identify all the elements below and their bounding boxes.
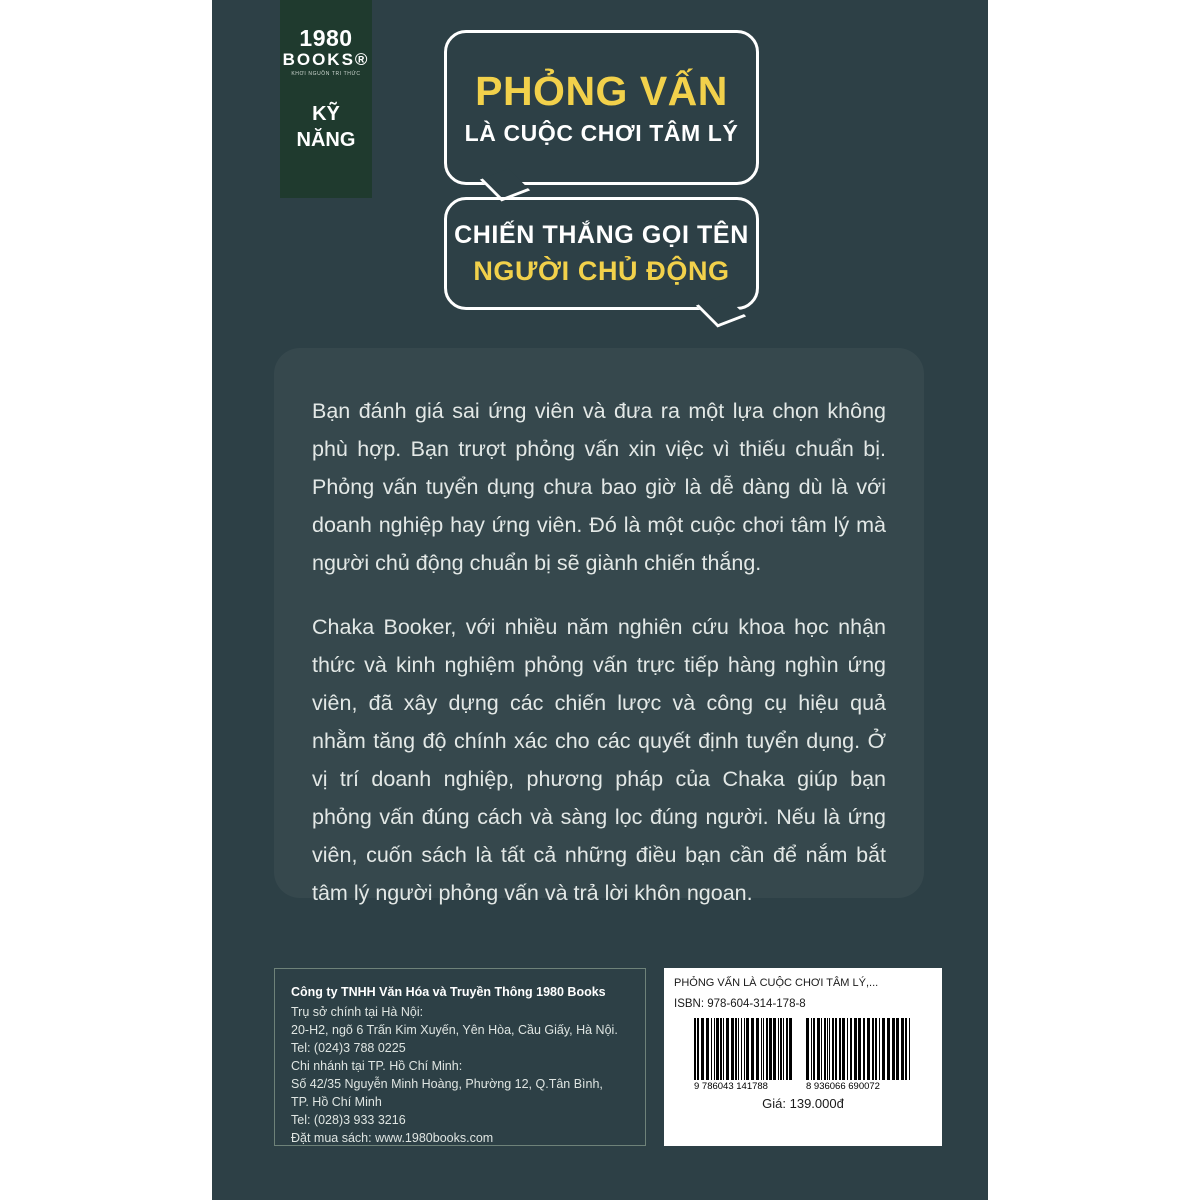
headline-subtitle: LÀ CUỘC CHƠI TÂM LÝ [464,120,739,146]
publisher-logo-line1: 1980 [299,25,353,51]
description-panel [274,348,924,905]
headline-title: PHỎNG VẤN [475,68,728,114]
headline-bubble-top [444,30,759,185]
publisher-info-box [274,968,646,1146]
category-line1: KỸ [312,103,340,125]
publisher-line-3: Chi nhánh tại TP. Hồ Chí Minh: [291,1059,463,1073]
category-label [297,101,356,153]
barcode-right-digits: 8 936066 690072 [806,1081,880,1092]
isbn-book-title: PHỎNG VẤN LÀ CUỘC CHƠI TÂM LÝ,... [674,977,879,989]
headline-bubble-bottom [444,197,759,310]
publisher-line-1: 20-H2, ngõ 6 Trấn Kim Xuyến, Yên Hòa, Cầu Giấy, Hà Nội. [291,1023,618,1037]
book-back-cover [212,0,988,1200]
headline-bottom-line1: CHIẾN THẮNG GỌI TÊN [454,220,749,249]
barcode-left [694,1018,794,1092]
publisher-line-2: Tel: (024)3 788 0225 [291,1041,406,1055]
publisher-badge [280,0,372,198]
barcode-left-bars [694,1018,794,1080]
barcode-left-digits: 9 786043 141788 [694,1081,768,1092]
publisher-line-5: TP. Hồ Chí Minh [291,1095,382,1109]
barcode-right [806,1018,912,1092]
isbn-number: ISBN: 978-604-314-178-8 [674,998,806,1010]
publisher-logo-tagline: KHƠI NGUỒN TRI THỨC [291,71,361,77]
headline-bottom-line2: NGƯỜI CHỦ ĐỘNG [473,255,730,286]
description-paragraph-1: Bạn đánh giá sai ứng viên và đưa ra một lựa chọn không phù hợp. Bạn trượt phỏng vấn xin việc vì thiếu chuẩn bị. Phỏng vấn tuyển dụng chưa bao giờ là dễ dàng dù là với doanh nghiệp hay ứng viên. Đó là một cuộc chơi tâm lý mà người chủ động chuẩn bị sẽ giành chiến thắng. [312,399,886,575]
barcode-right-bars [806,1018,912,1080]
publisher-logo-line2: BOOKS® [282,50,370,69]
publisher-line-6: Tel: (028)3 933 3216 [291,1113,406,1127]
publisher-company-name: Công ty TNHH Văn Hóa và Truyền Thông 1980 Books [291,985,606,999]
category-line2: NĂNG [296,129,356,151]
publisher-line-7: Đặt mua sách: www.1980books.com [291,1131,494,1145]
price-label: Giá: 139.000đ [762,1096,844,1111]
isbn-barcode-box [664,968,942,1146]
barcode-group [674,1018,932,1092]
description-paragraph-2: Chaka Booker, với nhiều năm nghiên cứu khoa học nhận thức và kinh nghiệm phỏng vấn trực tiếp hàng nghìn ứng viên, đã xây dựng các chiến lược và công cụ hiệu quả nhằm tăng độ chính xác cho các quyết định tuyển dụng. Ở vị trí doanh nghiệp, phương pháp của Chaka giúp bạn phỏng vấn đúng cách và sàng lọc đúng người. Nếu là ứng viên, cuốn sách là tất cả những điều bạn cần để nắm bắt tâm lý người phỏng vấn và trả lời khôn ngoan. [312,615,886,905]
publisher-line-0: Trụ sở chính tại Hà Nội: [291,1005,424,1019]
publisher-logo [283,26,370,77]
publisher-line-4: Số 42/35 Nguyễn Minh Hoàng, Phường 12, Q.Tân Bình, [291,1077,603,1091]
